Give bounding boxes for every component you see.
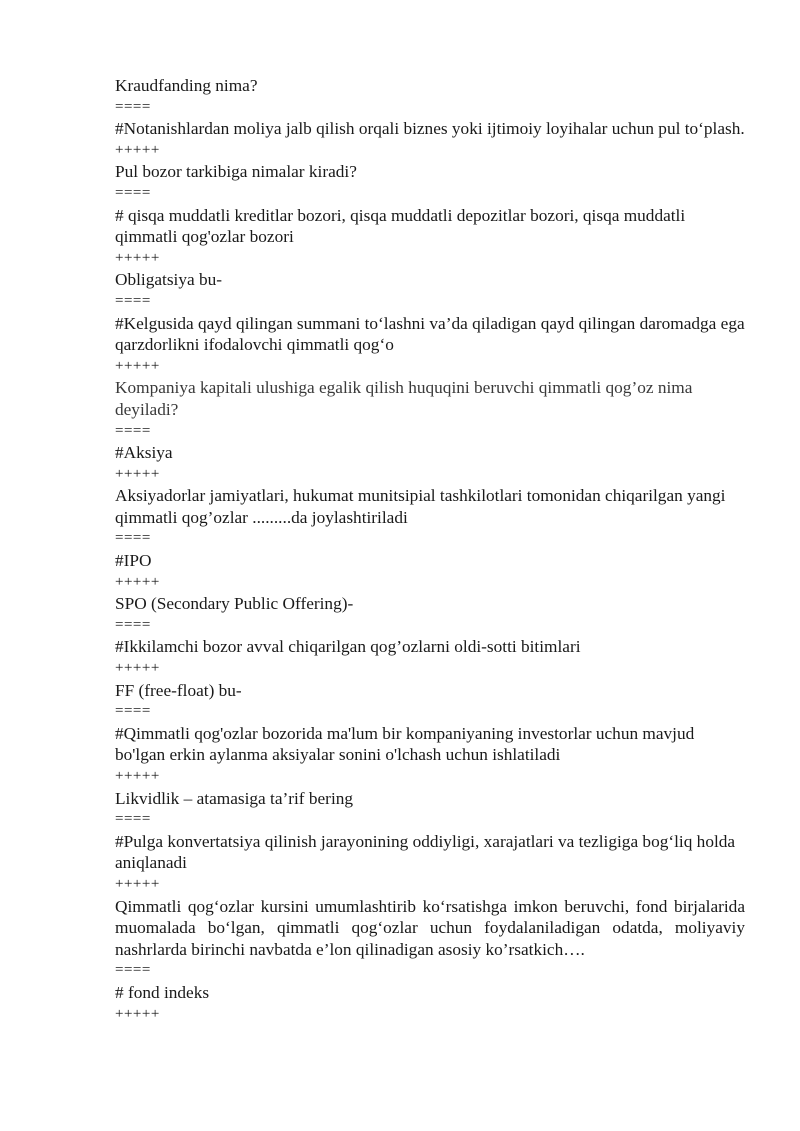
question-text: Obligatsiya bu- (115, 270, 223, 290)
separator-plus: +++++ (115, 357, 160, 374)
separator-plus: +++++ (115, 249, 160, 266)
answer-text: #Qimmatli qog'ozlar bozorida ma'lum bir kompaniyaning investorlar uchun mavjud bo'lgan erkin aylanma aksiyalar sonini o'lchash uchun ishlatiladi (115, 723, 695, 765)
separator-plus: +++++ (115, 660, 160, 677)
separator-equals: ==== (115, 530, 151, 547)
separator-equals: ==== (115, 292, 151, 309)
separator-equals: ==== (115, 703, 151, 720)
question-text: SPO (Secondary Public Offering)- (115, 594, 354, 614)
qa-block-3 (115, 269, 745, 377)
separator-equals: ==== (115, 811, 151, 828)
separator-plus: +++++ (115, 875, 160, 892)
qa-block-6 (115, 593, 745, 679)
answer-text: # qisqa muddatli kreditlar bozori, qisqa muddatli depozitlar bozori, qisqa muddatli qimmatli qog'ozlar bozori (115, 205, 686, 247)
question-text: Kompaniya kapitali ulushiga egalik qilish huquqini beruvchi qimmatli qog’oz nima deyiladi? (115, 378, 693, 419)
separator-equals: ==== (115, 422, 151, 439)
separator-plus: +++++ (115, 768, 160, 784)
answer-text: #Aksiya (115, 443, 173, 463)
separator-equals: ==== (115, 184, 151, 201)
qa-block-5 (115, 485, 745, 593)
qa-block-8 (115, 788, 745, 896)
question-text: Likvidlik – atamasiga ta’rif bering (115, 788, 354, 808)
answer-text: #Kelgusida qayd qilingan summani to‘lashni va’da qiladigan qayd qilingan daromadga ega qarzdorlikni ifodalovchi qimmatli qog‘o (115, 313, 745, 355)
answer-text: #Pulga konvertatsiya qilinish jarayonining oddiyligi, xarajatlari va tezligiga bog‘liq holda aniqlanadi (115, 831, 736, 873)
answer-text: # fond indeks (115, 982, 210, 1002)
qa-block-7 (115, 680, 745, 788)
separator-plus: +++++ (115, 1005, 160, 1022)
question-text: Kraudfanding nima? (115, 76, 258, 95)
qa-block-9 (115, 896, 745, 1026)
question-text: FF (free-float) bu- (115, 680, 242, 700)
answer-text: #Notanishlardan moliya jalb qilish orqali biznes yoki ijtimoiy loyihalar uchun pul to‘plash. (115, 119, 745, 139)
answer-text: #IPO (115, 551, 152, 571)
separator-plus: +++++ (115, 573, 160, 590)
separator-equals: ==== (115, 98, 151, 115)
answer-text: #Ikkilamchi bozor avval chiqarilgan qog’ozlarni oldi-sotti bitimlari (115, 637, 581, 657)
qa-block-4 (115, 377, 745, 485)
question-text: Aksiyadorlar jamiyatlari, hukumat munitsipial tashkilotlari tomonidan chiqarilgan yangi qimmatli qog’ozlar .........da joylashtiriladi (115, 486, 726, 527)
document-page (115, 75, 745, 1025)
question-text: Qimmatli qog‘ozlar kursini umumlashtirib ko‘rsatishga imkon beruvchi, fond birjalarida muomalada bo‘lgan, qimmatli qog‘ozlar uchun foydalaniladigan odatda, moliyaviy nashrlarda birinchi navbatda e’lon qilinadigan asosiy ko’rsatkich…. (115, 896, 745, 959)
qa-block-1 (115, 75, 745, 161)
separator-plus: +++++ (115, 465, 160, 482)
separator-plus: +++++ (115, 141, 160, 158)
question-text: Pul bozor tarkibiga nimalar kiradi? (115, 162, 357, 182)
separator-equals: ==== (115, 962, 151, 979)
qa-block-2 (115, 161, 745, 269)
separator-equals: ==== (115, 616, 151, 633)
